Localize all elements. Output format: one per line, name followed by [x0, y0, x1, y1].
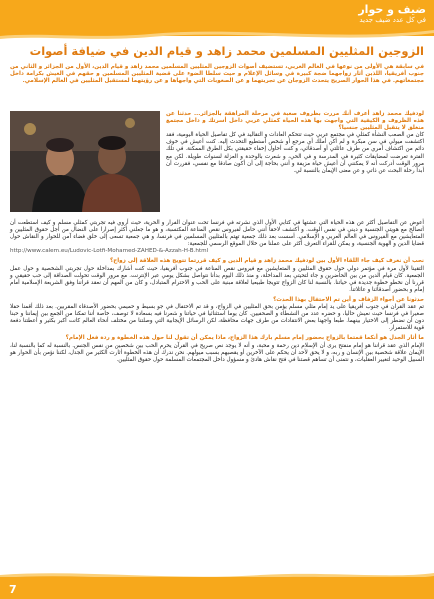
article-body: [10, 220, 424, 364]
photo-illustration: [10, 111, 160, 212]
question-3: حدثونا عن أجواء الزفاف و أين تم الاحتفال بهذا الحدث؟: [273, 296, 424, 303]
question-1: لودفيك محمد زاهد أعرف أنك مررت بظروف صعبة في مرحلة المراهقة بالجزائر... حدثنا عن هذه الظروف و الكيفية التي واجهت بها هذه الحياة كمثلي عربي داخل أسرتك و داخل مجتمع منغلق لا يتقبل المثليين جنسيا؟: [166, 111, 424, 132]
page-number: 7: [9, 583, 17, 596]
side-column: [166, 111, 424, 175]
article-title: الزوجين المثليين المسلمين محمد زاهد و قيام الدين في ضيافة أصوات: [29, 44, 424, 58]
answer-1-continued: أعوض عن التفاصيل أكثر عن هذه الحياة التي عشتها في كتابي الأول الذي نشرته في فرنسا تحت عنوان الفرار و الحرية، حيث أروي فيه تجربتي كمثلي مسلم و كيف استطعت أن أتصالح مع هويتي الجنسية و ديني في نفس الوقت. و أكتشف لاحقا أنني حامل لفيروس نقص المناعة المكتسبة، و هو ما جعلني أكثر إصرارا على النضال من أجل حقوق المثليين و المتعايشين مع الفيروس في العالم العربي و الإسلامي. أسست بعد ذلك جمعية تهتم بالمثليين المسلمين في فرنسا، و هي جمعية تسعى إلى خلق فضاء آمن للحوار و النقاش حول قضايا الدين و الهوية الجنسية، و يمكن للقراء التعرف أكثر على عملنا من خلال الموقع الرسمي للجمعية:: [10, 220, 424, 248]
article-link[interactable]: http://www.calem.eu/Ludovic-Lotfi-Mohamed-ZAHED-&-Azzah-H-B.html: [10, 248, 209, 255]
answer-2: التقينا لأول مرة في مؤتمر دولي حول حقوق المثليين و المتعايشين مع فيروس نقص المناعة في جنوب أفريقيا، حيث كنت أشارك بمداخلة حول تجربتي الشخصية و حول عمل الجمعية. كان قيام الدين من بين الحاضرين و جاء لتحيتي بعد المداخلة، و منذ ذلك اليوم بدأنا نتواصل بشكل يومي عبر الإنترنت. مع مرور الوقت تحولت الصداقة إلى حب حقيقي و قررنا أن نخطو خطوة جديدة في حياتنا. بالنسبة لنا كان الزواج تتويجا طبيعيا لعلاقة مبنية على الحب و الاحترام المتبادل، و كان من المهم أن نعقد قراننا وفق الشريعة الإسلامية أمام إمام و بحضور أصدقائنا و عائلاتنا.: [10, 265, 424, 293]
article-intro: [10, 64, 424, 85]
question-4: ما أثار الجدل هو أنكما قمتما بالزواج بحضور إمام مسلم بارك هذا الزواج، ماذا يمكن أن تقول لنا حول هذه الخطوة و ردة فعل الإمام؟: [65, 335, 424, 342]
question-2: نحب أن نعرف كيف جاء اللقاء الأول بين لودفيك محمد زاهد و قيام الدين و كيف قررتما تتويج هذه العلاقة إلى زواج؟: [109, 258, 424, 265]
answer-3: تم عقد القران في جنوب أفريقيا على يد إمام مثلي مسلم يؤمن بحق المثليين في الزواج، و قد تم الاحتفال في جو بسيط و حميمي بحضور الأصدقاء المقربين. بعد ذلك أقمنا حفلا صغيرا في فرنسا حيث نعيش حاليا، و حضره عدد من النشطاء و الصحفيين. كان يوما استثنائيا في حياتنا و شعرنا فيه بسعادة لا توصف، خاصة أننا تمكنا من الجمع بين إيماننا و حبنا دون أن نضطر إلى الاختيار بينهما. طبعا واجهنا بعض الانتقادات من طرف جهات محافظة، لكن الرسائل الإيجابية التي وصلتنا من مختلف أنحاء العالم كانت أكبر بكثير و أعطتنا دفعة قوية للاستمرار.: [10, 304, 424, 332]
section-title: ضيف و حوار: [358, 3, 426, 16]
couple-photo: [10, 111, 160, 212]
page-footer: [0, 577, 434, 599]
brand-block: [358, 3, 426, 25]
answer-1: كان من الصعب النشأة كمثلي في مجتمع عربي حيث تتحكم العادات و التقاليد في كل تفاصيل الحياة اليومية، فقد اكتشفت ميولي في سن مبكرة و لم أكن أملك أي مرجع أو شخص أستطيع التحدث إليه. كنت أعيش في خوف دائم من اكتشاف أمري من طرف عائلتي أو أصدقائي، و كنت أحاول إخفاء حقيقتي بكل الطرق الممكنة. في تلك الفترة تعرضت لمضايقات كثيرة في المدرسة و في الحي، و شعرت بالوحدة و العزلة لسنوات طويلة. لكن مع مرور الوقت أدركت أنه لا يمكنني أن أعيش حياة مزيفة و أنني بحاجة إلى أن أكون صادقا مع نفسي، فقررت أن أبدأ رحلة البحث عن ذاتي و عن معنى الإيمان بالنسبة لي.: [166, 132, 424, 174]
intro-paragraph: في سابقة هي الأولى من نوعها في العالم العربي، تستضيف أصوات الزوجين المثليين المسلمين محمد زاهد و قيام الدين، الأول من الجزائر و الثاني من جنوب أفريقيا، اللذين أثار زواجهما ضجة كبيرة في وسائل الإعلام و حيث سلطا الضوء على قضية المثليين المسلمين و حقهم في العيش بكرامة داخل مجتمعاتهم. في هذا الحوار الصريح يتحدث الزوجان عن تجربتهما و عن الصعوبات التي واجهاها و عن رؤيتهما لمستقبل المثليين في العالم الإسلامي.: [10, 64, 424, 85]
header-wave: [0, 22, 434, 44]
answer-4: الإمام الذي عقد قراننا هو إمام منفتح يرى أن الإسلام دين رحمة و محبة، و أنه لا يوجد نص صريح في القرآن يحرم الحب بين شخصين من نفس الجنس. بالنسبة له كما بالنسبة لنا، الإيمان علاقة شخصية بين الإنسان و ربه، و لا يحق لأحد أن يحكم على الآخرين أو يقصيهم بسبب ميولهم. نحن ندرك أن هذه الخطوة أثارت الكثير من الجدل، لكننا نؤمن بأن الحوار هو السبيل الوحيد لتغيير العقليات، و نتمنى أن تساهم قصتنا في فتح نقاش هادئ و مسؤول داخل المجتمعات المسلمة حول حقوق المثليين.: [10, 342, 424, 363]
section-subtitle: في كل عدد ضيف جديد: [359, 16, 426, 24]
